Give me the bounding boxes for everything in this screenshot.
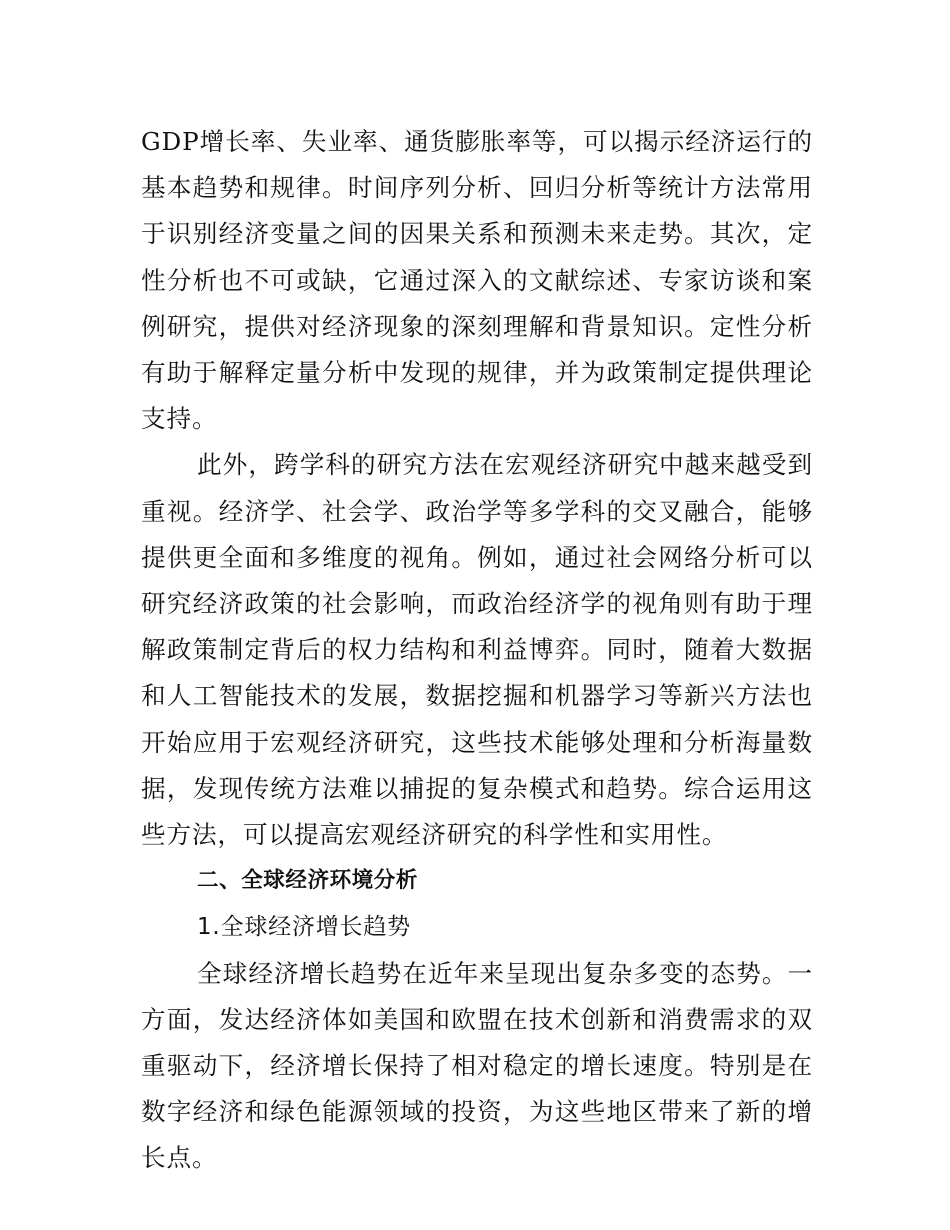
subsection-heading: 1.全球经济增长趋势 bbox=[197, 914, 411, 941]
section-heading: 二、全球经济环境分析 bbox=[197, 868, 419, 894]
paragraph-interdisciplinary: 此外，跨学科的研究方法在宏观经济研究中越来越受到重视。经济学、社会学、政治学等多学科的交叉融合，能够提供更全面和多维度的视角。例如，通过社会网络分析可以研究经济政策的社会影响，而政治经济学的视角则有助于理解政策制定背后的权力结构和利益博弈。同时，随着大数据和人工智能技术的发展，数据挖掘和机器学习等新兴方法也开始应用于宏观经济研究，这些技术能够处理和分析海量数据，发现传统方法难以捕捉的复杂模式和趋势。综合运用这些方法，可以提高宏观经济研究的科学性和实用性。 bbox=[141, 450, 813, 850]
paragraph-global-growth: 全球经济增长趋势在近年来呈现出复杂多变的态势。一方面，发达经济体如美国和欧盟在技术创新和消费需求的双重驱动下，经济增长保持了相对稳定的增长速度。特别是在数字经济和绿色能源领域的投资，为这些地区带来了新的增长点。 bbox=[141, 958, 813, 1173]
document-body bbox=[141, 119, 813, 1182]
paragraph-quantitative-qualitative: GDP增长率、失业率、通货膨胀率等，可以揭示经济运行的基本趋势和规律。时间序列分析、回归分析等统计方法常用于识别经济变量之间的因果关系和预测未来走势。其次，定性分析也不可或缺，它通过深入的文献综述、专家访谈和案例研究，提供对经济现象的深刻理解和背景知识。定性分析有助于解释定量分析中发现的规律，并为政策制定提供理论支持。 bbox=[141, 127, 813, 434]
